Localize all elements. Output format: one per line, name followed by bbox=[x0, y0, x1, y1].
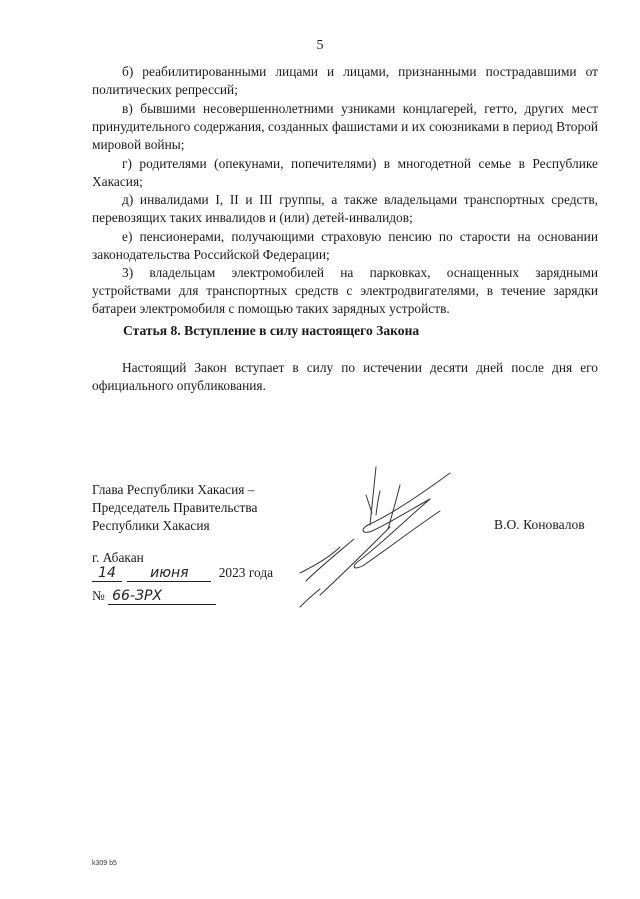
list-item-e bbox=[92, 228, 598, 264]
signature-title-line: Республики Хакасия bbox=[92, 518, 210, 533]
date-day: 14 bbox=[92, 565, 122, 582]
signature-title-line: Председатель Правительства bbox=[92, 500, 258, 515]
list-item-b bbox=[92, 63, 598, 99]
list-item-3 bbox=[92, 264, 598, 319]
signatory-name: В.О. Коновалов bbox=[494, 517, 585, 532]
list-item-text: 3) владельцам электромобилей на парковках, оснащенных зарядными устройствами для транспортных средств с электродвигателями, в течение зарядки батареи электромобиля с помощью таких зарядных устройств. bbox=[92, 265, 598, 317]
article-text bbox=[92, 359, 598, 395]
article-heading: Статья 8. Вступление в силу настоящего Закона bbox=[123, 323, 420, 338]
list-item-text: г) родителями (опекунами, попечителями) в многодетной семье в Республике Хакасия; bbox=[92, 156, 598, 190]
date-line bbox=[92, 565, 273, 585]
list-item-text: б) реабилитированными лицами и лицами, признанными пострадавшими от политических репрессий; bbox=[92, 64, 598, 98]
article-text-content: Настоящий Закон вступает в силу по истечении десяти дней после дня его официального опубликования. bbox=[92, 360, 598, 394]
list-item-d bbox=[92, 191, 598, 227]
list-item-g bbox=[92, 155, 598, 191]
signature-title bbox=[92, 481, 257, 535]
list-item-text: в) бывшими несовершеннолетними узниками концлагерей, гетто, других мест принудительного содержания, созданных фашистами и их союзниками в период Второй мировой войны; bbox=[92, 101, 598, 153]
list-item-text: д) инвалидами I, II и III группы, а также владельцами транспортных средств, перевозящих таких инвалидов и (или) детей-инвалидов; bbox=[92, 192, 598, 226]
number-prefix: № bbox=[92, 588, 105, 603]
page-number: 5 bbox=[316, 38, 324, 53]
place: г. Абакан bbox=[92, 550, 144, 565]
handwritten-signature bbox=[280, 455, 460, 615]
number-value: 66-ЗРХ bbox=[108, 588, 216, 605]
document-number-line bbox=[92, 588, 216, 605]
date-year: 2023 года bbox=[218, 565, 274, 580]
signature-title-line: Глава Республики Хакасия – bbox=[92, 482, 255, 497]
list-item-text: е) пенсионерами, получающими страховую пенсию по старости на основании законодательства Российской Федерации; bbox=[92, 229, 598, 263]
date-month: июня bbox=[127, 565, 211, 582]
footer-code: k309 b5 bbox=[92, 860, 117, 867]
list-item-v bbox=[92, 100, 598, 155]
